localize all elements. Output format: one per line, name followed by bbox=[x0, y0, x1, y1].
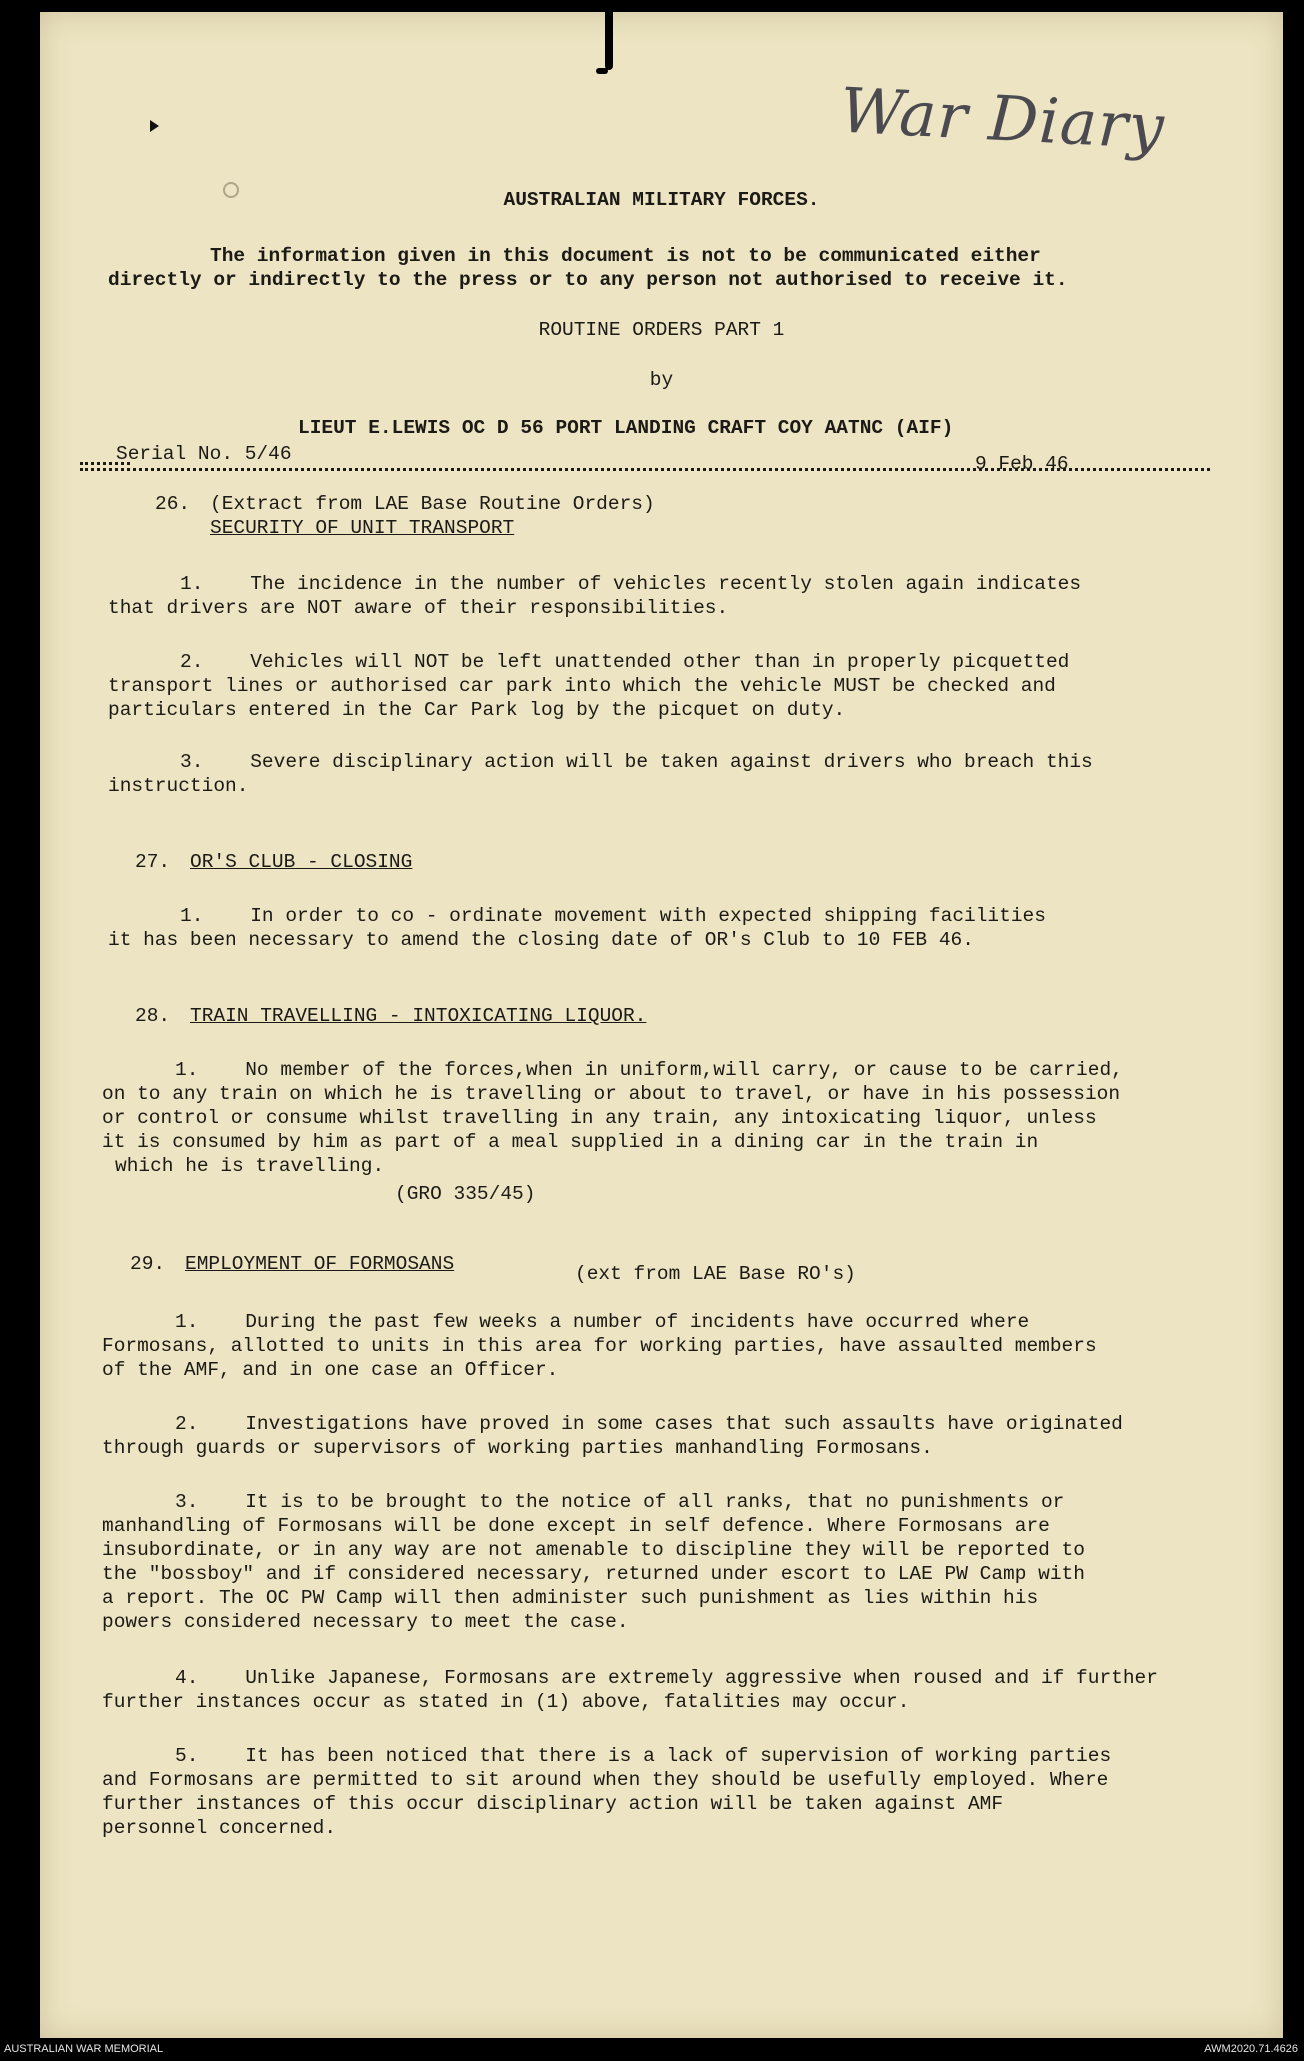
item-29-para-3-line: the "bossboy" and if considered necessary, returned under escort to LAE PW Camp with bbox=[102, 1563, 1085, 1585]
item-27-para-1-line: 1. In order to co - ordinate movement with expected shipping facilities bbox=[180, 905, 1046, 927]
header-divider bbox=[80, 468, 1210, 471]
item-29-para-5-line: 5. It has been noticed that there is a lack of supervision of working parties bbox=[175, 1745, 1112, 1767]
item-26-heading: SECURITY OF UNIT TRANSPORT bbox=[210, 517, 515, 539]
item-26-para-2-line: 2. Vehicles will NOT be left unattended other than in properly picquetted bbox=[180, 651, 1070, 673]
item-26-para-1-line: that drivers are NOT aware of their responsibilities. bbox=[108, 597, 729, 619]
item-29-para-3-line: insubordinate, or in any way are not amenable to discipline they will be reported to bbox=[102, 1539, 1085, 1561]
warning-line-2: directly or indirectly to the press or to any person not authorised to receive it. bbox=[108, 269, 1068, 291]
item-29-para-3-line: manhandling of Formosans will be done except in self defence. Where Formosans are bbox=[102, 1515, 1050, 1537]
item-29-para-3-line: a report. The OC PW Camp will then administer such punishment as lies within his bbox=[102, 1587, 1039, 1609]
item-29-heading: EMPLOYMENT OF FORMOSANS bbox=[185, 1253, 455, 1275]
routine-orders-title: ROUTINE ORDERS PART 1 bbox=[538, 319, 785, 341]
item-29-para-2-line: 2. Investigations have proved in some cases that such assaults have originated bbox=[175, 1413, 1123, 1435]
item-29-para-1-line: Formosans, allotted to units in this area for working parties, have assaulted members bbox=[102, 1335, 1097, 1357]
item-28-para-1-line: which he is travelling. bbox=[115, 1155, 385, 1177]
item-29-para-1-line: 1. During the past few weeks a number of incidents have occurred where bbox=[175, 1311, 1030, 1333]
footer-institution: AUSTRALIAN WAR MEMORIAL bbox=[4, 2043, 164, 2055]
item-29-para-5-line: personnel concerned. bbox=[102, 1817, 337, 1839]
item-26-number: 26. bbox=[155, 493, 191, 515]
serial-number: Serial No. 5/46 bbox=[116, 443, 292, 465]
item-28-reference: (GRO 335/45) bbox=[395, 1183, 536, 1205]
item-27-heading: OR'S CLUB - CLOSING bbox=[190, 851, 413, 873]
item-29-extract: (ext from LAE Base RO's) bbox=[575, 1263, 856, 1285]
officer-line: LIEUT E.LEWIS OC D 56 PORT LANDING CRAFT COY AATNC (AIF) bbox=[298, 417, 954, 439]
torn-edge-fragment bbox=[596, 68, 608, 74]
footer-accession-number: AWM2020.71.4626 bbox=[1204, 2043, 1298, 2055]
item-26-para-1-line: 1. The incidence in the number of vehicles recently stolen again indicates bbox=[180, 573, 1082, 595]
item-28-heading: TRAIN TRAVELLING - INTOXICATING LIQUOR. bbox=[190, 1005, 647, 1027]
warning-line-1: The information given in this document is not to be communicated either bbox=[210, 245, 1041, 267]
item-26-para-2-line: transport lines or authorised car park into which the vehicle MUST be checked and bbox=[108, 675, 1056, 697]
item-28-para-1-line: 1. No member of the forces,when in uniform,will carry, or cause to be carried, bbox=[175, 1059, 1123, 1081]
item-26-para-3-line: 3. Severe disciplinary action will be taken against drivers who breach this bbox=[180, 751, 1093, 773]
handwritten-note: War Diary bbox=[838, 73, 1167, 164]
item-28-para-1-line: or control or consume whilst travelling in any train, any intoxicating liquor, unless bbox=[102, 1107, 1097, 1129]
item-29-para-4-line: further instances occur as stated in (1) above, fatalities may occur. bbox=[102, 1691, 910, 1713]
item-29-number: 29. bbox=[130, 1253, 166, 1275]
item-29-para-1-line: of the AMF, and in one case an Officer. bbox=[102, 1359, 559, 1381]
item-29-para-4-line: 4. Unlike Japanese, Formosans are extremely aggressive when roused and if further bbox=[175, 1667, 1158, 1689]
item-29-para-2-line: through guards or supervisors of working parties manhandling Formosans. bbox=[102, 1437, 933, 1459]
doc-title: AUSTRALIAN MILITARY FORCES. bbox=[503, 189, 820, 211]
document-page bbox=[40, 12, 1283, 2038]
item-26-para-2-line: particulars entered in the Car Park log by the picquet on duty. bbox=[108, 699, 846, 721]
paper-mark bbox=[150, 120, 159, 132]
item-28-para-1-line: it is consumed by him as part of a meal supplied in a dining car in the train in bbox=[102, 1131, 1039, 1153]
item-26-extract: (Extract from LAE Base Routine Orders) bbox=[210, 493, 655, 515]
item-27-number: 27. bbox=[135, 851, 171, 873]
item-29-para-3-line: 3. It is to be brought to the notice of all ranks, that no punishments or bbox=[175, 1491, 1065, 1513]
item-28-number: 28. bbox=[135, 1005, 171, 1027]
by-line: by bbox=[649, 369, 674, 391]
item-29-para-3-line: powers considered necessary to meet the case. bbox=[102, 1611, 629, 1633]
torn-edge bbox=[605, 12, 613, 70]
item-27-para-1-line: it has been necessary to amend the closing date of OR's Club to 10 FEB 46. bbox=[108, 929, 974, 951]
item-26-para-3-line: instruction. bbox=[108, 775, 249, 797]
item-29-para-5-line: and Formosans are permitted to sit around when they should be usefully employed. Where bbox=[102, 1769, 1109, 1791]
item-28-para-1-line: on to any train on which he is travelling or about to travel, or have in his possession bbox=[102, 1083, 1121, 1105]
order-date: 9 Feb 46 bbox=[975, 453, 1069, 475]
item-29-para-5-line: further instances of this occur disciplinary action will be taken against AMF bbox=[102, 1793, 1004, 1815]
